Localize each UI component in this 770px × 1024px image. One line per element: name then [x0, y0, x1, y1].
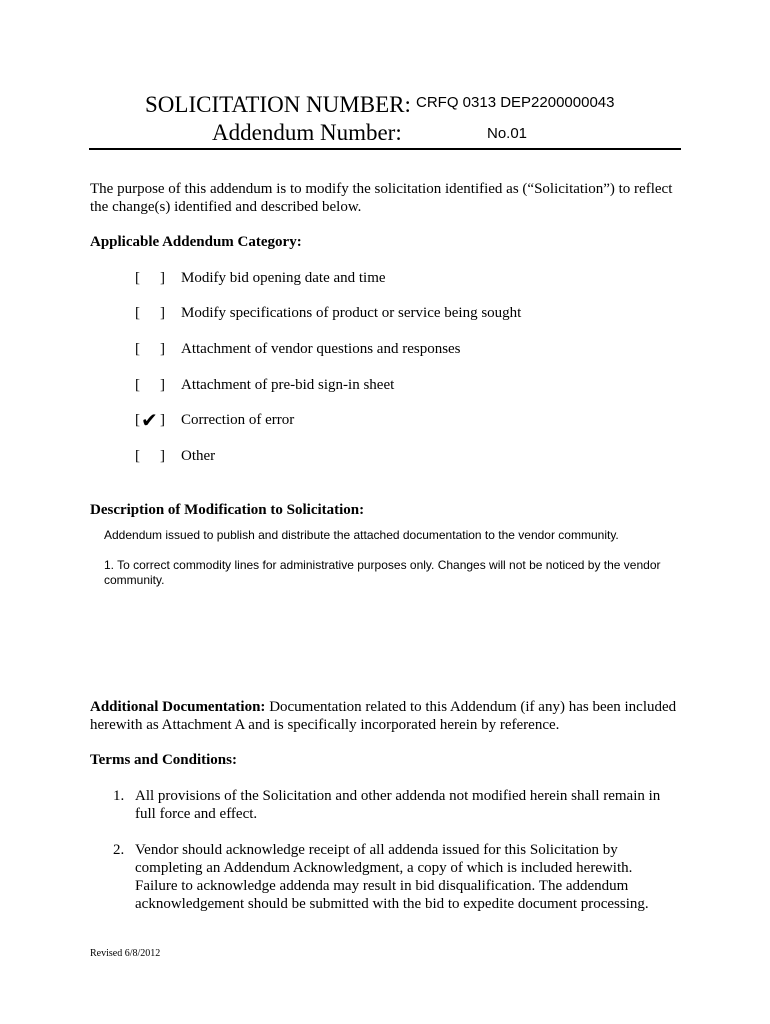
term-number: 2.: [113, 842, 125, 858]
additional-documentation-text: Documentation related to this Addendum (if any) has been included herewith as Attachment A and is specifically incorporated herein by reference.: [90, 699, 677, 733]
description-line-2: 1. To correct commodity lines for administrative purposes only. Changes will not be noticed by the vendor community.: [104, 558, 661, 587]
term-number: 1.: [113, 788, 125, 804]
term-text: Vendor should acknowledge receipt of all addenda issued for this Solicitation by completing an Addendum Acknowledgment, a copy of which is included herewith. Failure to acknowledge addenda may result in bid disqualification. The addendum acknowledgement should be submitted with the bid to expedite document processing.: [135, 842, 649, 912]
category-heading: Applicable Addendum Category:: [90, 234, 302, 250]
description-line-1: Addendum issued to publish and distribute the attached documentation to the vendor community.: [104, 528, 619, 542]
checkbox-bracket-right: ]: [160, 412, 165, 428]
checkbox-bracket-left: [: [135, 448, 140, 464]
description-heading: Description of Modification to Solicitation:: [90, 502, 365, 518]
category-item-label: Modify specifications of product or service being sought: [181, 305, 522, 321]
category-item-label: Attachment of pre-bid sign-in sheet: [181, 377, 395, 393]
category-item-label: Modify bid opening date and time: [181, 270, 386, 286]
purpose-paragraph: The purpose of this addendum is to modify the solicitation identified as (“Solicitation”) to reflect the change(s) identified and described below.: [90, 181, 673, 215]
checkbox-bracket-left: [: [135, 341, 140, 357]
checkbox-bracket-right: ]: [160, 341, 165, 357]
additional-documentation-heading: Additional Documentation:: [90, 699, 266, 715]
checkbox-bracket-right: ]: [160, 305, 165, 321]
header-divider: [89, 148, 681, 150]
category-item-label: Attachment of vendor questions and responses: [181, 341, 461, 357]
term-text: All provisions of the Solicitation and other addenda not modified herein shall remain in full force and effect.: [135, 788, 661, 822]
addendum-number-label: Addendum Number:: [212, 120, 402, 145]
checkbox-bracket-right: ]: [160, 270, 165, 286]
checkbox-bracket-left: [: [135, 270, 140, 286]
checkbox-bracket-left: [: [135, 377, 140, 393]
category-item-label: Correction of error: [181, 412, 295, 428]
solicitation-number-value: CRFQ 0313 DEP2200000043: [416, 94, 615, 111]
terms-heading: Terms and Conditions:: [90, 752, 237, 768]
checkbox-bracket-right: ]: [160, 377, 165, 393]
solicitation-number-label: SOLICITATION NUMBER:: [145, 92, 411, 117]
checkmark-icon: ✔: [141, 408, 158, 432]
addendum-number-value: No.01: [487, 125, 528, 142]
checkbox-bracket-left: [: [135, 412, 140, 428]
additional-documentation-paragraph: [90, 698, 680, 734]
checkbox-bracket-right: ]: [160, 448, 165, 464]
revised-date: Revised 6/8/2012: [90, 948, 161, 959]
category-item-label: Other: [181, 448, 216, 464]
checkbox-bracket-left: [: [135, 305, 140, 321]
